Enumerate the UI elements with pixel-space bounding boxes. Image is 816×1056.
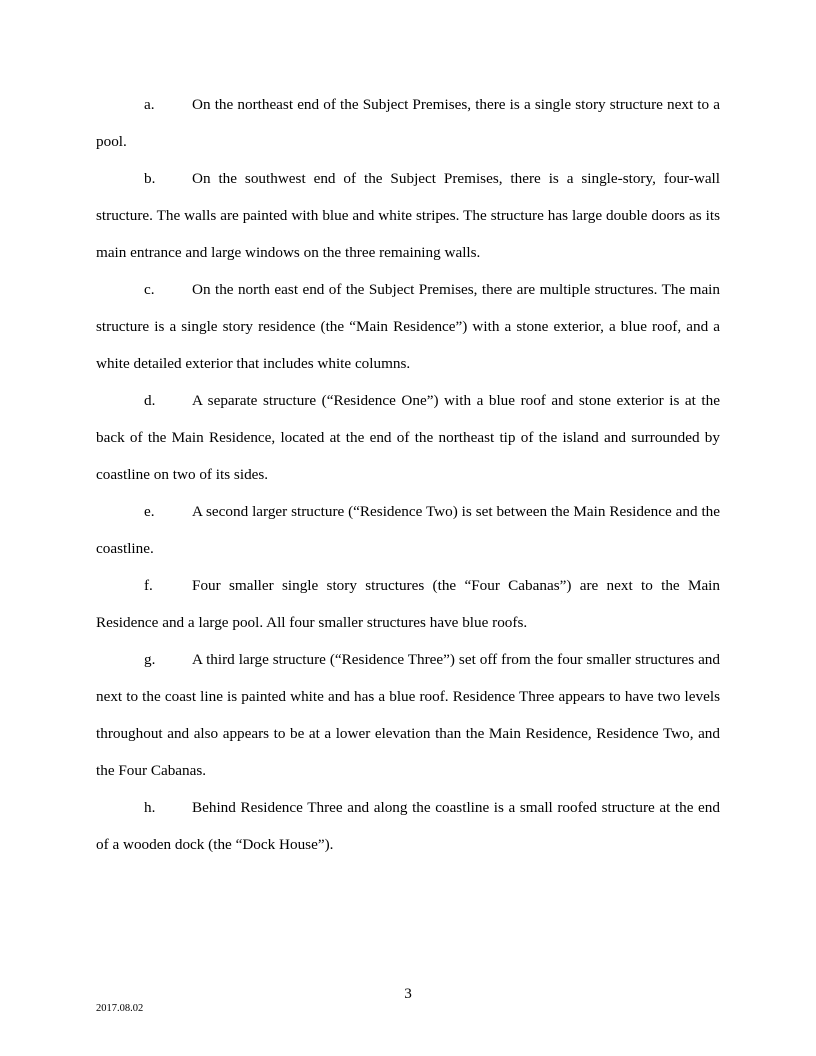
paragraph-text: On the north east end of the Subject Premises, there are multiple structures. The main structure is a single story residence (the “Main Residence”) with a stone exterior, a blue roof, and a white detailed exterior that includes white columns. xyxy=(96,281,720,372)
paragraph-text: Four smaller single story structures (the “Four Cabanas”) are next to the Main Residence and a large pool. All four smaller structures have blue roofs. xyxy=(96,577,720,631)
paragraph-label: e. xyxy=(144,503,155,520)
paragraph-d xyxy=(96,382,720,493)
paragraph-e xyxy=(96,493,720,567)
paragraph-text: A separate structure (“Residence One”) with a blue roof and stone exterior is at the back of the Main Residence, located at the end of the northeast tip of the island and surrounded by coastline on two of its sides. xyxy=(96,392,720,483)
paragraph-label: a. xyxy=(144,96,155,113)
paragraph-text: On the southwest end of the Subject Premises, there is a single-story, four-wall structure. The walls are painted with blue and white stripes. The structure has large double doors as its main entrance and large windows on the three remaining walls. xyxy=(96,170,720,261)
document-body xyxy=(96,86,720,863)
paragraph-b xyxy=(96,160,720,271)
footer-date: 2017.08.02 xyxy=(96,1003,144,1014)
paragraph-c xyxy=(96,271,720,382)
paragraph-a xyxy=(96,86,720,160)
paragraph-label: h. xyxy=(144,799,156,816)
paragraph-text: Behind Residence Three and along the coastline is a small roofed structure at the end of a wooden dock (the “Dock House”). xyxy=(96,799,720,853)
paragraph-label: c. xyxy=(144,281,155,298)
paragraph-label: g. xyxy=(144,651,156,668)
paragraph-h xyxy=(96,789,720,863)
paragraph-label: d. xyxy=(144,392,156,409)
paragraph-label: b. xyxy=(144,170,156,187)
paragraph-text: A third large structure (“Residence Three”) set off from the four smaller structures and next to the coast line is painted white and has a blue roof. Residence Three appears to have two levels throughout and also appears to be at a lower elevation than the Main Residence, Residence Two, and the Four Cabanas. xyxy=(96,651,720,779)
page-number: 3 xyxy=(404,985,412,1002)
paragraph-text: On the northeast end of the Subject Premises, there is a single story structure next to a pool. xyxy=(96,96,720,150)
paragraph-f xyxy=(96,567,720,641)
paragraph-text: A second larger structure (“Residence Two) is set between the Main Residence and the coastline. xyxy=(96,503,720,557)
paragraph-g xyxy=(96,641,720,789)
paragraph-label: f. xyxy=(144,577,153,594)
